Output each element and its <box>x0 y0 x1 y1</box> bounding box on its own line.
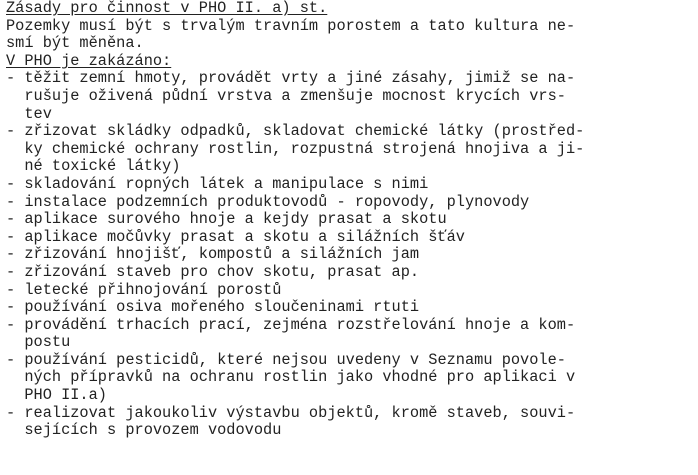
item-line: PHO II.a) <box>6 387 107 405</box>
ban-item <box>6 352 698 405</box>
item-line: ných přípravků na ochranu rostlin jako vhodné pro aplikaci v <box>6 369 576 387</box>
item-line: rušuje oživená půdní vrstva a zmenšuje mocnost krycích vrs- <box>6 87 566 105</box>
ban-item <box>6 176 698 194</box>
item-line: - používání pesticidů, které nejsou uvedeny v Seznamu povole- <box>6 351 566 369</box>
ban-item <box>6 317 698 352</box>
ban-item <box>6 299 698 317</box>
item-line: - zřizovat skládky odpadků, skladovat chemické látky (prostřed- <box>6 123 585 141</box>
ban-item <box>6 211 698 229</box>
item-line: né toxické látky) <box>6 158 181 176</box>
ban-item <box>6 282 698 300</box>
ban-item <box>6 194 698 212</box>
item-line: - letecké přihnojování porostů <box>6 281 282 299</box>
item-line: - zřizování staveb pro chov skotu, prasat ap. <box>6 263 420 281</box>
ban-item <box>6 405 698 440</box>
ban-item <box>6 246 698 264</box>
item-line: - aplikace močůvky prasat a skotu a silážních šťáv <box>6 228 465 246</box>
item-line: - skladování ropných látek a manipulace s nimi <box>6 175 429 193</box>
ban-item <box>6 70 698 123</box>
item-line: postu <box>6 334 71 352</box>
item-line: ky chemické ochrany rostlin, rozpustná strojená hnojiva a ji- <box>6 140 585 158</box>
ban-item <box>6 229 698 247</box>
ban-item <box>6 264 698 282</box>
ban-item <box>6 123 698 176</box>
item-line: - aplikace surového hnoje a kejdy prasat a skotu <box>6 211 447 229</box>
item-line: - provádění trhacích prací, zejména rozstřelování hnoje a kom- <box>6 316 576 334</box>
item-line: tev <box>6 105 52 123</box>
intro-line-1: Pozemky musí být s trvalým travním porostem a tato kultura ne- <box>6 17 576 35</box>
item-line: sejících s provozem vodovodu <box>6 422 282 440</box>
ban-heading: V PHO je zakázáno: <box>6 52 172 70</box>
item-line: - používání osiva mořeného sloučeninami rtuti <box>6 299 420 317</box>
item-line: - zřizování hnojišť, kompostů a silážních jam <box>6 246 420 264</box>
item-line: - realizovat jakoukoliv výstavbu objektů, kromě staveb, souvi- <box>6 404 576 422</box>
document-heading: Zásady pro činnost v PHO II. a) st. <box>6 0 328 17</box>
item-line: - instalace podzemních produktovodů - ropovody, plynovody <box>6 193 530 211</box>
item-line: - těžit zemní hmoty, provádět vrty a jiné zásahy, jimiž se na- <box>6 70 576 88</box>
intro-line-2: smí být měněna. <box>6 35 144 53</box>
